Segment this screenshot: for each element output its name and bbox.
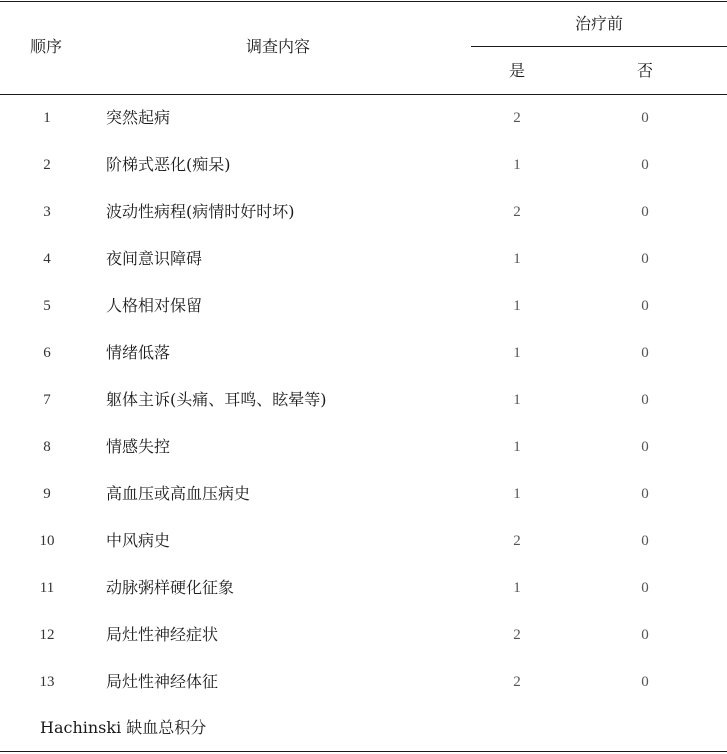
row-content: 动脉粥样硬化征象: [106, 578, 235, 597]
row-yes-score: 1: [513, 345, 521, 361]
row-no-score: 0: [641, 298, 649, 314]
row-seq: 10: [39, 533, 55, 549]
row-yes-score: 1: [513, 486, 521, 502]
header-yes: 是: [508, 61, 525, 80]
header-seq: 顺序: [30, 37, 63, 56]
row-no-score: 0: [641, 533, 649, 549]
row-no-score: 0: [641, 486, 649, 502]
row-content: 躯体主诉(头痛、耳鸣、眩晕等): [106, 390, 327, 409]
row-yes-score: 1: [513, 157, 521, 173]
bottom-rule: [0, 751, 727, 752]
row-no-score: 0: [641, 251, 649, 267]
top-rule: [0, 1, 727, 2]
row-yes-score: 2: [513, 110, 521, 126]
row-content: 高血压或高血压病史: [106, 484, 251, 503]
header-content: 调查内容: [246, 37, 311, 56]
row-no-score: 0: [641, 157, 649, 173]
row-content: 局灶性神经体征: [106, 672, 219, 691]
row-no-score: 0: [641, 627, 649, 643]
header-no: 否: [636, 61, 653, 80]
row-seq: 7: [43, 392, 51, 408]
row-yes-score: 1: [513, 392, 521, 408]
row-seq: 13: [39, 674, 55, 690]
row-seq: 4: [43, 251, 51, 267]
row-no-score: 0: [641, 439, 649, 455]
row-seq: 5: [43, 298, 51, 314]
row-yes-score: 1: [513, 580, 521, 596]
row-yes-score: 1: [513, 251, 521, 267]
row-yes-score: 2: [513, 204, 521, 220]
row-content: 情感失控: [106, 437, 171, 456]
row-content: 情绪低落: [106, 343, 171, 362]
row-no-score: 0: [641, 392, 649, 408]
header-rule: [0, 94, 727, 95]
group-rule: [471, 46, 727, 47]
header-group: 治疗前: [574, 14, 623, 33]
row-no-score: 0: [641, 345, 649, 361]
row-seq: 2: [43, 157, 51, 173]
row-seq: 3: [43, 204, 51, 220]
row-content: 夜间意识障碍: [106, 249, 203, 268]
row-content: 人格相对保留: [106, 296, 203, 315]
row-yes-score: 2: [513, 674, 521, 690]
row-seq: 6: [43, 345, 51, 361]
row-content: 局灶性神经症状: [106, 625, 219, 644]
row-content: 突然起病: [106, 108, 171, 127]
row-yes-score: 2: [513, 533, 521, 549]
row-seq: 12: [39, 627, 55, 643]
row-seq: 11: [39, 580, 55, 596]
row-content: 波动性病程(病情时好时坏): [106, 202, 295, 221]
row-no-score: 0: [641, 204, 649, 220]
row-content: 阶梯式恶化(痴呆): [106, 155, 231, 174]
row-content: 中风病史: [106, 531, 171, 550]
row-no-score: 0: [641, 674, 649, 690]
total-score-label: Hachinski 缺血总积分: [40, 718, 207, 737]
row-seq: 1: [43, 110, 51, 126]
row-no-score: 0: [641, 580, 649, 596]
row-no-score: 0: [641, 110, 649, 126]
row-seq: 9: [43, 486, 51, 502]
row-yes-score: 2: [513, 627, 521, 643]
row-yes-score: 1: [513, 298, 521, 314]
row-seq: 8: [43, 439, 51, 455]
row-yes-score: 1: [513, 439, 521, 455]
